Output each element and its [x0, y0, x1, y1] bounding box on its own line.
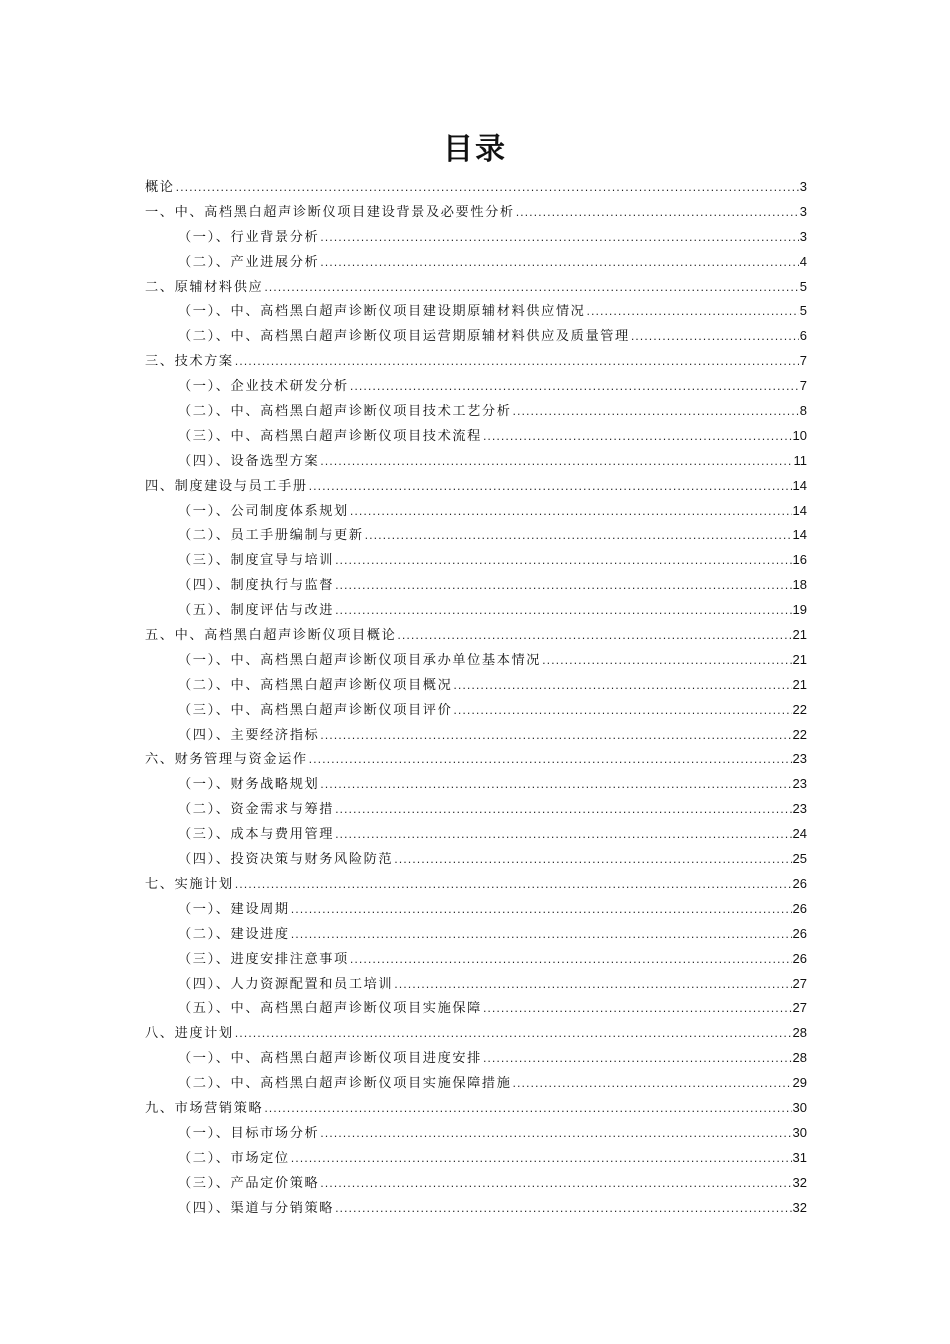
- toc-entry-label: （四）、主要经济指标: [178, 727, 320, 743]
- toc-dot-leader: [291, 1147, 792, 1172]
- toc-entry-label: 概论: [145, 180, 175, 195]
- toc-dot-leader: [483, 1047, 792, 1072]
- toc-page-number: 25: [792, 851, 807, 867]
- toc-subentry[interactable]: [145, 897, 807, 922]
- toc-entry-label: （四）、渠道与分销策略: [178, 1200, 335, 1216]
- toc-dot-leader: [235, 350, 799, 375]
- toc-dot-leader: [483, 997, 792, 1022]
- toc-dot-leader: [350, 500, 792, 525]
- toc-subentry[interactable]: [145, 299, 807, 324]
- toc-subentry[interactable]: [145, 996, 807, 1021]
- toc-page-number: 22: [792, 726, 807, 742]
- toc-subentry[interactable]: [145, 1146, 807, 1171]
- toc-dot-leader: [309, 475, 792, 500]
- toc-entry[interactable]: [145, 1021, 807, 1046]
- toc-dot-leader: [350, 375, 799, 400]
- toc-dot-leader: [320, 1122, 791, 1147]
- toc-subentry[interactable]: [145, 698, 807, 723]
- toc-entry-label: （二）、员工手册编制与更新: [178, 528, 364, 544]
- toc-dot-leader: [320, 1172, 791, 1197]
- toc-entry-label: （二）、中、高档黑白超声诊断仪项目运营期原辅材料供应及质量管理: [178, 329, 630, 345]
- toc-subentry[interactable]: [145, 922, 807, 947]
- toc-entry-label: （三）、中、高档黑白超声诊断仪项目评价: [178, 702, 453, 718]
- toc-entry-label: （四）、投资决策与财务风险防范: [178, 852, 394, 868]
- toc-subentry[interactable]: [145, 374, 807, 399]
- toc-entry-label: （二）、中、高档黑白超声诊断仪项目概况: [178, 677, 453, 693]
- toc-dot-leader: [320, 251, 798, 276]
- toc-dot-leader: [320, 773, 791, 798]
- toc-page-number: 3: [799, 228, 807, 244]
- toc-page-number: 23: [792, 751, 807, 767]
- toc-entry-label: 九、市场营销策略: [145, 1100, 264, 1116]
- toc-subentry[interactable]: [145, 598, 807, 623]
- toc-entry-label: 三、技术方案: [145, 354, 234, 370]
- toc-entry-label: （五）、中、高档黑白超声诊断仪项目实施保障: [178, 1001, 482, 1017]
- toc-dot-leader: [176, 176, 799, 201]
- toc-page-number: 21: [792, 627, 807, 643]
- toc-dot-leader: [291, 898, 792, 923]
- toc-page-number: 3: [799, 179, 807, 194]
- toc-entry-label: （四）、人力资源配置和员工培训: [178, 976, 394, 992]
- toc-dot-leader: [397, 624, 791, 649]
- toc-entry-label: （五）、制度评估与改进: [178, 603, 335, 619]
- toc-dot-leader: [235, 873, 792, 898]
- toc-page-number: 28: [792, 1025, 807, 1041]
- toc-entry-label: （一）、目标市场分析: [178, 1125, 320, 1141]
- toc-subentry[interactable]: [145, 523, 807, 548]
- toc-dot-leader: [350, 948, 792, 973]
- toc-entry-label: 二、原辅材料供应: [145, 279, 264, 295]
- toc-entry-label: （二）、资金需求与筹措: [178, 802, 335, 818]
- toc-dot-leader: [335, 599, 791, 624]
- toc-entry[interactable]: [145, 474, 807, 499]
- toc-dot-leader: [513, 400, 799, 425]
- toc-subentry[interactable]: [145, 947, 807, 972]
- toc-subentry[interactable]: [145, 1046, 807, 1071]
- toc-entry-label: （二）、中、高档黑白超声诊断仪项目技术工艺分析: [178, 404, 512, 420]
- toc-page-number: 26: [792, 900, 807, 916]
- toc-entry-label: （二）、中、高档黑白超声诊断仪项目实施保障措施: [178, 1076, 512, 1092]
- toc-entry-label: （三）、产品定价策略: [178, 1175, 320, 1191]
- toc-entry[interactable]: [145, 747, 807, 772]
- toc-page-number: 31: [792, 1149, 807, 1165]
- toc-dot-leader: [264, 276, 798, 301]
- toc-dot-leader: [320, 724, 791, 749]
- toc-page-number: 8: [799, 403, 807, 419]
- toc-page-number: 28: [792, 1050, 807, 1066]
- toc-dot-leader: [365, 524, 792, 549]
- toc-page-number: 24: [792, 826, 807, 842]
- toc-page-number: 14: [792, 477, 807, 493]
- toc-page-number: 3: [799, 203, 807, 219]
- toc-dot-leader: [335, 823, 791, 848]
- toc-dot-leader: [394, 973, 791, 998]
- toc-page-number: 30: [792, 1124, 807, 1140]
- toc-page-number: 26: [792, 875, 807, 891]
- toc-dot-leader: [335, 798, 791, 823]
- toc-subentry[interactable]: [145, 772, 807, 797]
- toc-entry-label: （一）、建设周期: [178, 901, 290, 917]
- toc-dot-leader: [483, 425, 792, 450]
- toc-subentry[interactable]: [145, 822, 807, 847]
- toc-page-number: 16: [792, 552, 807, 568]
- toc-entry-label: （一）、中、高档黑白超声诊断仪项目建设期原辅材料供应情况: [178, 304, 586, 320]
- toc-page-number: 30: [792, 1099, 807, 1115]
- toc-page-number: 32: [792, 1199, 807, 1215]
- toc-entry-label: （四）、制度执行与监督: [178, 578, 335, 594]
- toc-page-number: 29: [792, 1075, 807, 1091]
- toc-entry-label: （四）、设备选型方案: [178, 453, 320, 469]
- toc-dot-leader: [542, 649, 791, 674]
- toc-dot-leader: [335, 1197, 791, 1222]
- toc-entry-label: （一）、公司制度体系规划: [178, 503, 349, 519]
- toc-subentry[interactable]: [145, 648, 807, 673]
- toc-page-number: 21: [792, 651, 807, 667]
- toc-dot-leader: [453, 699, 791, 724]
- toc-page-number: 23: [792, 776, 807, 792]
- toc-subentry[interactable]: [145, 424, 807, 449]
- toc-entry-label: （三）、中、高档黑白超声诊断仪项目技术流程: [178, 428, 482, 444]
- toc-dot-leader: [586, 300, 798, 325]
- toc-subentry[interactable]: [145, 1071, 807, 1096]
- toc-entry-label: 四、制度建设与员工手册: [145, 478, 308, 494]
- toc-page-number: 18: [792, 577, 807, 593]
- toc-subentry[interactable]: [145, 972, 807, 997]
- toc-page-number: 27: [792, 975, 807, 991]
- toc-subentry[interactable]: [145, 449, 807, 474]
- toc-subentry[interactable]: [145, 225, 807, 250]
- toc-dot-leader: [631, 325, 799, 350]
- toc-entry-label: （三）、进度安排注意事项: [178, 951, 349, 967]
- table-of-contents: [145, 175, 807, 1220]
- toc-page-number: 10: [792, 427, 807, 443]
- toc-dot-leader: [320, 226, 798, 251]
- toc-page-number: 5: [799, 303, 807, 319]
- toc-entry-label: 八、进度计划: [145, 1026, 234, 1042]
- toc-entry[interactable]: [145, 1096, 807, 1121]
- toc-subentry[interactable]: [145, 1196, 807, 1221]
- toc-subentry[interactable]: [145, 548, 807, 573]
- toc-entry-label: （一）、中、高档黑白超声诊断仪项目承办单位基本情况: [178, 652, 542, 668]
- toc-page-number: 4: [799, 253, 807, 269]
- toc-entry-label: （一）、中、高档黑白超声诊断仪项目进度安排: [178, 1051, 482, 1067]
- toc-page-number: 21: [792, 676, 807, 692]
- toc-subentry[interactable]: [145, 324, 807, 349]
- toc-page-number: 5: [799, 278, 807, 294]
- toc-subentry[interactable]: [145, 573, 807, 598]
- toc-title: 目录: [443, 132, 507, 167]
- toc-entry-label: （一）、财务战略规划: [178, 777, 320, 793]
- toc-subentry[interactable]: [145, 673, 807, 698]
- toc-dot-leader: [235, 1022, 792, 1047]
- toc-subentry[interactable]: [145, 499, 807, 524]
- toc-page-number: 23: [792, 801, 807, 817]
- toc-entry[interactable]: [145, 872, 807, 897]
- toc-entry[interactable]: [145, 175, 807, 200]
- toc-subentry[interactable]: [145, 1121, 807, 1146]
- toc-dot-leader: [320, 450, 792, 475]
- toc-entry-label: （一）、企业技术研发分析: [178, 379, 349, 395]
- toc-entry-label: 一、中、高档黑白超声诊断仪项目建设背景及必要性分析: [145, 204, 515, 220]
- toc-page-number: 11: [793, 452, 807, 468]
- toc-page-number: 14: [792, 502, 807, 518]
- toc-dot-leader: [335, 574, 791, 599]
- toc-entry-label: 七、实施计划: [145, 876, 234, 892]
- toc-page-number: 26: [792, 925, 807, 941]
- toc-dot-leader: [513, 1072, 792, 1097]
- toc-subentry[interactable]: [145, 797, 807, 822]
- toc-page-number: 22: [792, 701, 807, 717]
- toc-entry-label: （二）、建设进度: [178, 926, 290, 942]
- toc-dot-leader: [394, 848, 791, 873]
- toc-entry-label: （一）、行业背景分析: [178, 229, 320, 245]
- toc-subentry[interactable]: [145, 250, 807, 275]
- toc-dot-leader: [453, 674, 791, 699]
- toc-dot-leader: [516, 201, 799, 226]
- toc-entry[interactable]: [145, 275, 807, 300]
- toc-entry-label: 六、财务管理与资金运作: [145, 752, 308, 768]
- toc-page-number: 32: [792, 1174, 807, 1190]
- toc-dot-leader: [335, 549, 791, 574]
- toc-subentry[interactable]: [145, 399, 807, 424]
- toc-entry-label: （三）、成本与费用管理: [178, 827, 335, 843]
- toc-subentry[interactable]: [145, 1171, 807, 1196]
- toc-entry-label: （三）、制度宣导与培训: [178, 553, 335, 569]
- toc-page-number: 14: [792, 527, 807, 543]
- toc-page-number: 19: [792, 602, 807, 618]
- toc-page-number: 6: [799, 328, 807, 344]
- toc-entry[interactable]: [145, 200, 807, 225]
- toc-subentry[interactable]: [145, 723, 807, 748]
- toc-page-number: 26: [792, 950, 807, 966]
- toc-entry[interactable]: [145, 349, 807, 374]
- toc-subentry[interactable]: [145, 847, 807, 872]
- toc-page-number: 7: [799, 378, 807, 394]
- toc-entry[interactable]: [145, 623, 807, 648]
- toc-entry-label: （二）、市场定位: [178, 1150, 290, 1166]
- toc-dot-leader: [264, 1097, 791, 1122]
- toc-entry-label: 五、中、高档黑白超声诊断仪项目概论: [145, 628, 397, 644]
- toc-page-number: 27: [792, 1000, 807, 1016]
- toc-entry-label: （二）、产业进展分析: [178, 254, 320, 270]
- toc-dot-leader: [291, 923, 792, 948]
- toc-dot-leader: [309, 748, 792, 773]
- toc-page-number: 7: [799, 353, 807, 369]
